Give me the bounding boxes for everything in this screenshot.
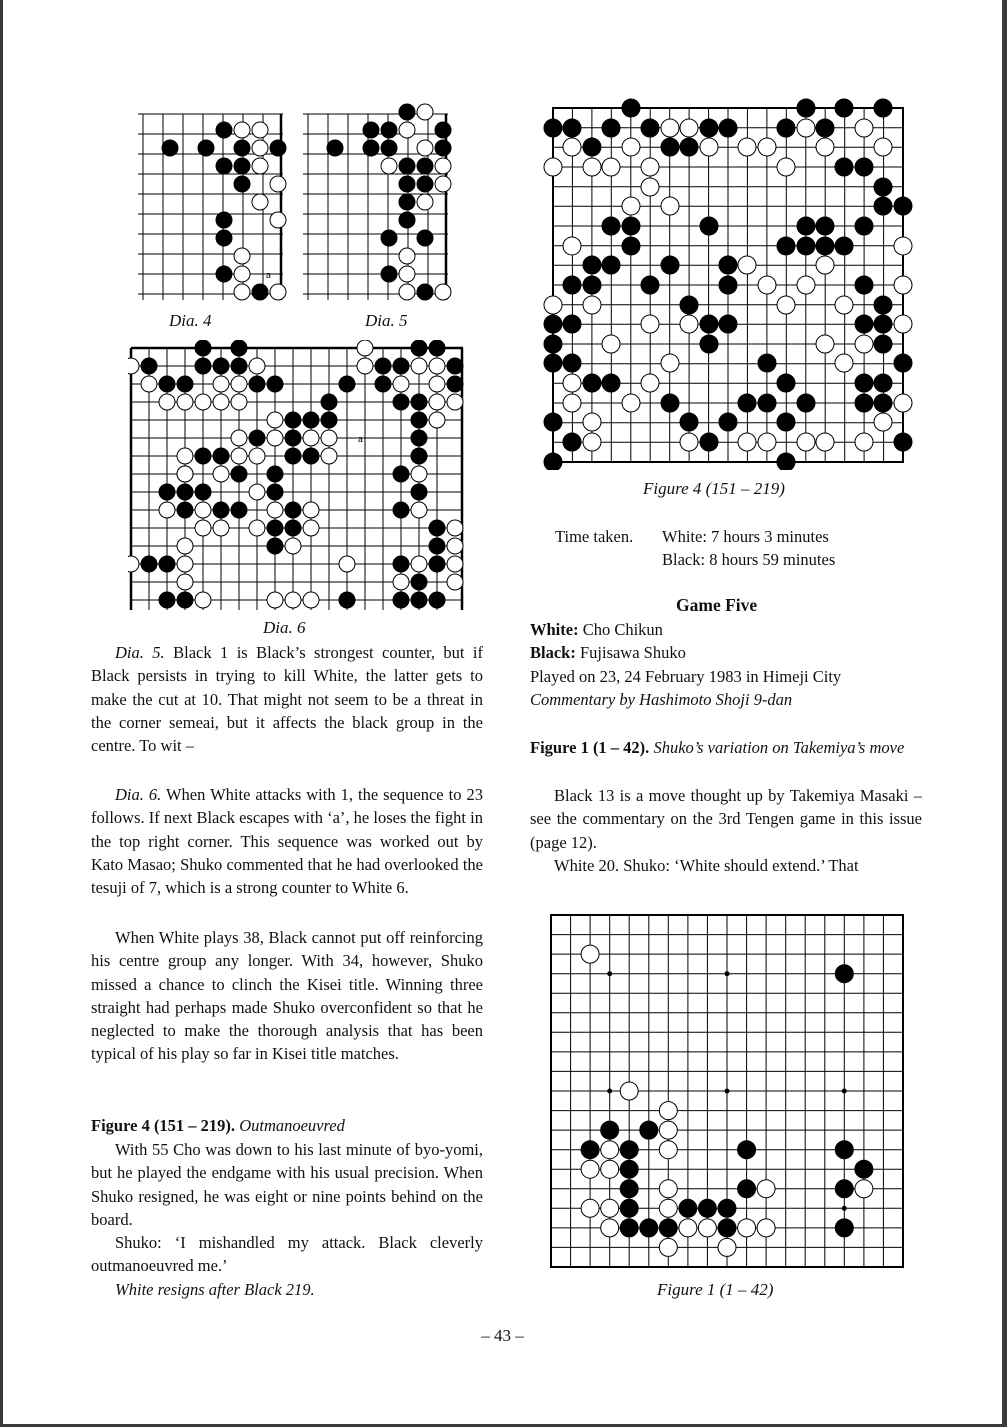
dia4-grid-svg <box>138 100 288 305</box>
black-player-name: Fujisawa Shuko <box>575 643 686 662</box>
figure1-heading <box>530 736 922 759</box>
figure1-board <box>548 912 908 1272</box>
white-player-name: Cho Chikun <box>578 620 663 639</box>
left-paragraph-dia5 <box>91 641 483 757</box>
time-taken-white: White: 7 hours 3 minutes <box>662 527 829 546</box>
figure4-caption: Figure 4 (151 – 219) <box>643 479 785 498</box>
figure4-heading-bold: Figure 4 (151 – 219). <box>91 1116 236 1135</box>
dia6-caption: Dia. 6 <box>263 618 306 637</box>
left-paragraph-dia6 <box>91 783 483 899</box>
right-paragraph-white20: White 20. Shuko: ‘White should extend.’ That <box>554 856 859 875</box>
dia4-board <box>138 100 288 305</box>
dia5-grid-svg <box>303 100 453 305</box>
dia6-board <box>128 340 468 615</box>
left-paragraph-resigns: White resigns after Black 219. <box>115 1280 315 1299</box>
page-number: – 43 – <box>481 1326 524 1345</box>
black-player-label: Black: <box>530 643 576 662</box>
dia6-text: When White attacks with 1, the sequence to 23 follows. If next Black escapes with ‘a’, he loses the fight in the top right corner. This sequence was worked out by Kato Masao; Shuko commented that he had overlooked the tesuji of 7, which is a strong counter to White 6. <box>91 785 483 898</box>
dia5-text: Black 1 is Black’s strongest counter, but if Black persists in trying to kill White, the latter gets to make the cut at 10. That might not seem to be a threat in the corner semeai, but it affects the black group in the centre. To wit – <box>91 643 484 756</box>
white-player-label: White: <box>530 620 579 639</box>
figure1-heading-italic: Shuko’s variation on Takemiya’s move <box>649 738 905 757</box>
figure4-board <box>543 98 915 470</box>
dia6-point-a: a <box>358 433 363 445</box>
dia5-caption: Dia. 5 <box>365 311 408 330</box>
figure1-grid-svg <box>548 912 908 1272</box>
figure4-grid-svg <box>543 98 915 470</box>
white-player <box>530 618 663 641</box>
left-paragraph-white38: When White plays 38, Black cannot put off reinforcing his centre group any longer. With 34, however, Shuko missed a chance to clinch the Kisei title. Winning three straight had perhaps made Shuko overconfident so that he neglected to make the thorough analysis that has been typical of his play so far in Kisei title matches. <box>91 928 483 1064</box>
played-info: Played on 23, 24 February 1983 in Himeji City <box>530 667 842 686</box>
dia6-grid-svg <box>128 340 468 615</box>
left-paragraph-endgame: With 55 Cho was down to his last minute of byo-yomi, but he played the endgame with his usual precision. When Shuko resigned, he was eight or nine points behind on the board. <box>91 1140 483 1229</box>
commentary-credit: Commentary by Hashimoto Shoji 9-dan <box>530 690 793 709</box>
left-paragraph-shuko-quote: Shuko: ‘I mishandled my attack. Black cleverly outmanoeuvred me.’ <box>91 1233 483 1276</box>
book-page <box>3 0 1002 1424</box>
dia5-board <box>303 100 453 305</box>
dia4-caption: Dia. 4 <box>169 311 212 330</box>
black-player <box>530 641 686 664</box>
right-paragraph-black13: Black 13 is a move thought up by Takemiya Masaki – see the commentary on the 3rd Tengen game in this issue (page 12). <box>530 786 922 852</box>
dia5-ref: Dia. 5. <box>115 643 165 662</box>
figure1-heading-bold: Figure 1 (1 – 42). <box>530 738 650 757</box>
figure1-caption: Figure 1 (1 – 42) <box>657 1280 774 1299</box>
game-five-title: Game Five <box>676 595 758 615</box>
figure4-heading-italic: Outmanoeuvred <box>235 1116 345 1135</box>
figure4-heading <box>91 1114 483 1137</box>
time-taken-black: Black: 8 hours 59 minutes <box>662 550 836 569</box>
dia6-ref: Dia. 6. <box>115 785 162 804</box>
dia4-point-a: a <box>266 269 271 281</box>
time-taken-label: Time taken. <box>555 527 634 546</box>
